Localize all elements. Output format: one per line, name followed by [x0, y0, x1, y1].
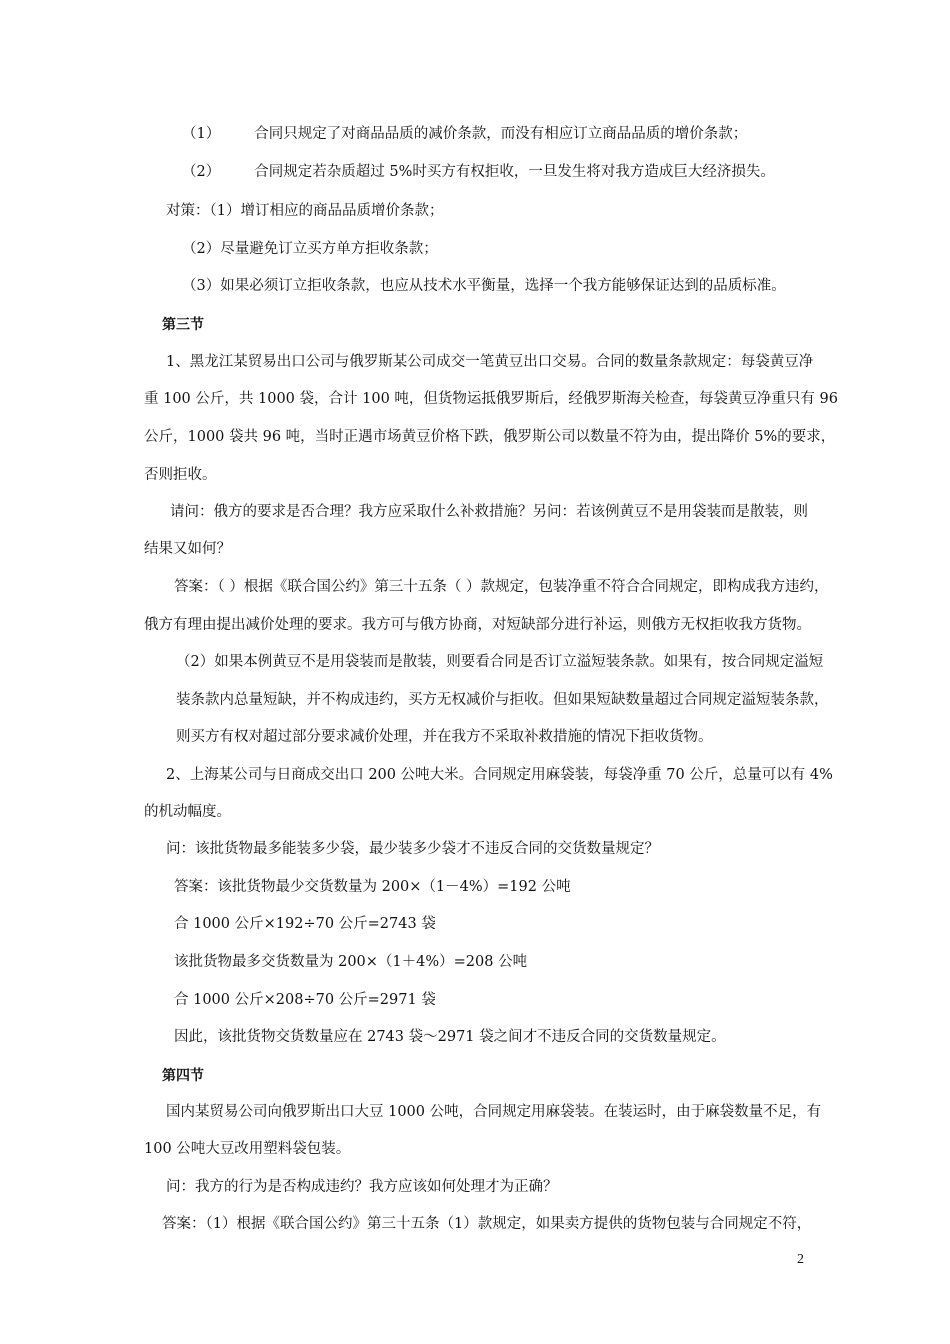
section-4-answer-line-1: 答案：（1）根据《联合国公约》第三十五条（1）款规定，如果卖方提供的货物包装与合同规定不符， — [162, 1216, 812, 1232]
case-1-line-1: 1、黑龙江某贸易出口公司与俄罗斯某公司成交一笔黄豆出口交易。合同的数量条款规定：每袋黄豆净 — [166, 354, 814, 370]
countermeasure-2: （2）尽量避免订立买方单方拒收条款； — [182, 241, 438, 257]
answer-2-line-5: 因此，该批货物交货数量应在 2743 袋～2971 袋之间才不违反合同的交货数量规定。 — [174, 1029, 726, 1045]
case-2-line-1: 2、上海某公司与日商成交出口 200 公吨大米。合同规定用麻袋装，每袋净重 70 公斤，总量可以有 4% — [166, 767, 833, 783]
question-2: 问：该批货物最多能装多少袋，最少装多少袋才不违反合同的交货数量规定？ — [166, 841, 659, 857]
case-1-line-2: 重 100 公斤，共 1000 袋，合计 100 吨，但货物运抵俄罗斯后，经俄罗斯海关检查，每袋黄豆净重只有 96 — [144, 391, 838, 407]
countermeasure-3: （3）如果必须订立拒收条款，也应从技术水平衡量，选择一个我方能够保证达到的品质标准。 — [182, 278, 786, 294]
answer-2-line-4: 合 1000 公斤×208÷70 公斤=2971 袋 — [174, 992, 436, 1008]
section-4-heading: 第四节 — [162, 1068, 204, 1084]
section-4-case-line-2: 100 公吨大豆改用塑料袋包装。 — [144, 1141, 351, 1157]
item-2-text: 合同规定若杂质超过 5%时买方有权拒收，一旦发生将对我方造成巨大经济损失。 — [254, 164, 775, 180]
answer-2-line-3: 该批货物最多交货数量为 200×（1＋4%）=208 公吨 — [174, 954, 528, 970]
section-3-heading: 第三节 — [162, 317, 204, 333]
section-4-case-line-1: 国内某贸易公司向俄罗斯出口大豆 1000 公吨，合同规定用麻袋装。在装运时，由于麻袋数量不足，有 — [166, 1104, 822, 1120]
answer-2-line-2: 合 1000 公斤×192÷70 公斤=2743 袋 — [174, 916, 436, 932]
item-2 — [182, 162, 775, 182]
page-number: 2 — [797, 1252, 804, 1267]
answer-1-line-5: 则买方有权对超过部分要求减价处理，并在我方不采取补救措施的情况下拒收货物。 — [176, 729, 713, 745]
case-1-line-4: 否则拒收。 — [144, 467, 217, 483]
case-1-line-3: 公斤，1000 袋共 96 吨，当时正遇市场黄豆价格下跌，俄罗斯公司以数量不符为由，提出降价 5%的要求， — [144, 429, 836, 445]
case-2-line-2: 的机动幅度。 — [144, 804, 231, 820]
answer-1-line-1: 答案：（ ）根据《联合国公约》第三十五条（ ）款规定，包装净重不符合合同规定，即构成我方违约， — [174, 579, 829, 595]
answer-1-line-2: 俄方有理由提出减价处理的要求。我方可与俄方协商，对短缺部分进行补运，则俄方无权拒收我方货物。 — [144, 617, 811, 633]
answer-1-line-4: 装条款内总量短缺，并不构成违约，买方无权减价与拒收。但如果短缺数量超过合同规定溢短装条款， — [176, 692, 829, 708]
question-1-line-1: 请问：俄方的要求是否合理？我方应采取什么补救措施？另问：若该例黄豆不是用袋装而是散装，则 — [170, 504, 808, 520]
section-4-question: 问：我方的行为是否构成违约？我方应该如何处理才为正确？ — [166, 1179, 558, 1195]
countermeasure-1: 对策：（1）增订相应的商品品质增价条款； — [166, 203, 444, 219]
answer-1-line-3: （2）如果本例黄豆不是用袋装而是散装，则要看合同是否订立溢短装条款。如果有，按合同规定溢短 — [176, 654, 824, 670]
item-1-text: 合同只规定了对商品品质的减价条款，而没有相应订立商品品质的增价条款； — [254, 126, 748, 142]
item-2-number: （2） — [182, 164, 221, 180]
item-1-number: （1） — [182, 126, 221, 142]
question-1-line-2: 结果又如何？ — [144, 541, 231, 557]
answer-2-line-1: 答案：该批货物最少交货数量为 200×（1－4%）=192 公吨 — [174, 879, 571, 895]
item-1 — [182, 124, 747, 144]
